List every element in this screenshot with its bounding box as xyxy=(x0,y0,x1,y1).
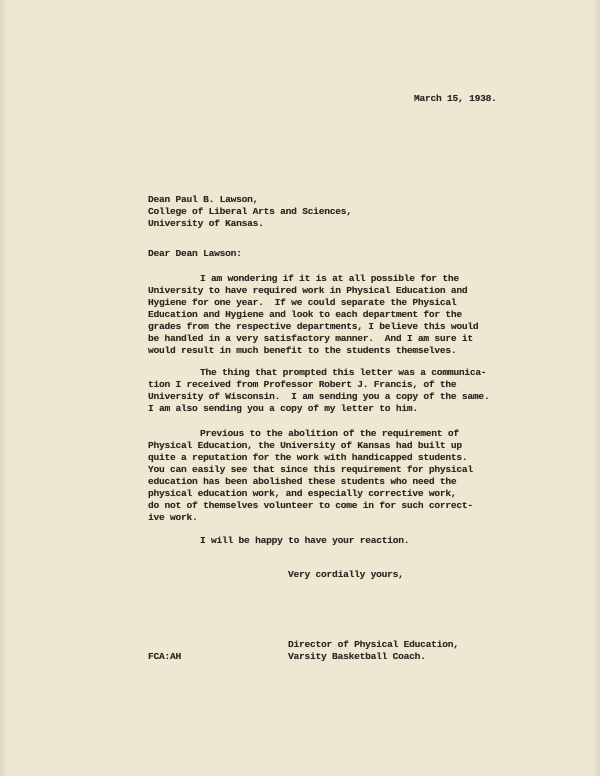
paragraph-line: do not of themselves volunteer to come in for such correct- xyxy=(148,500,473,511)
paragraph-line: education has been abolished these students who need the xyxy=(148,476,457,487)
paragraph-line: Previous to the abolition of the requirement of xyxy=(200,428,459,439)
page-edge-left xyxy=(0,0,8,776)
paragraph-line: I am also sending you a copy of my letter to him. xyxy=(148,403,418,414)
paragraph-line: University to have required work in Physical Education and xyxy=(148,285,468,296)
paragraph-line: quite a reputation for the work with handicapped students. xyxy=(148,452,468,463)
paragraph-line: ive work. xyxy=(148,512,198,523)
page-edge-right xyxy=(592,0,600,776)
paragraph-line: physical education work, and especially corrective work, xyxy=(148,488,457,499)
paragraph-line: University of Wisconsin. I am sending you a copy of the same. xyxy=(148,391,490,402)
salutation: Dear Dean Lawson: xyxy=(148,248,242,259)
closing: Very cordially yours, xyxy=(288,569,404,580)
recipient-line: Dean Paul B. Lawson, xyxy=(148,194,259,205)
paragraph-line: be handled in a very satisfactory manner. And I am sure it xyxy=(148,333,473,344)
paragraph-line: grades from the respective departments, I believe this would xyxy=(148,321,479,332)
paragraph-line: tion I received from Professor Robert J. Francis, of the xyxy=(148,379,457,390)
paragraph-line: Education and Hygiene and look to each department for the xyxy=(148,309,462,320)
paragraph-line: Physical Education, the University of Kansas had built up xyxy=(148,440,462,451)
paragraph-4: I will be happy to have your reaction. xyxy=(200,535,410,546)
paragraph-line: You can easily see that since this requirement for physical xyxy=(148,464,473,475)
reference-initials: FCA:AH xyxy=(148,651,182,662)
recipient-line: University of Kansas. xyxy=(148,218,264,229)
letter-date: March 15, 1938. xyxy=(414,93,497,104)
paragraph-line: I am wondering if it is at all possible for the xyxy=(200,273,459,284)
paragraph-line: Hygiene for one year. If we could separate the Physical xyxy=(148,297,457,308)
signature-line: Varsity Basketball Coach. xyxy=(288,651,426,662)
paragraph-line: The thing that prompted this letter was a communica- xyxy=(200,367,487,378)
recipient-line: College of Liberal Arts and Sciences, xyxy=(148,206,352,217)
signature-line: Director of Physical Education, xyxy=(288,639,459,650)
paragraph-line: would result in much benefit to the students themselves. xyxy=(148,345,457,356)
